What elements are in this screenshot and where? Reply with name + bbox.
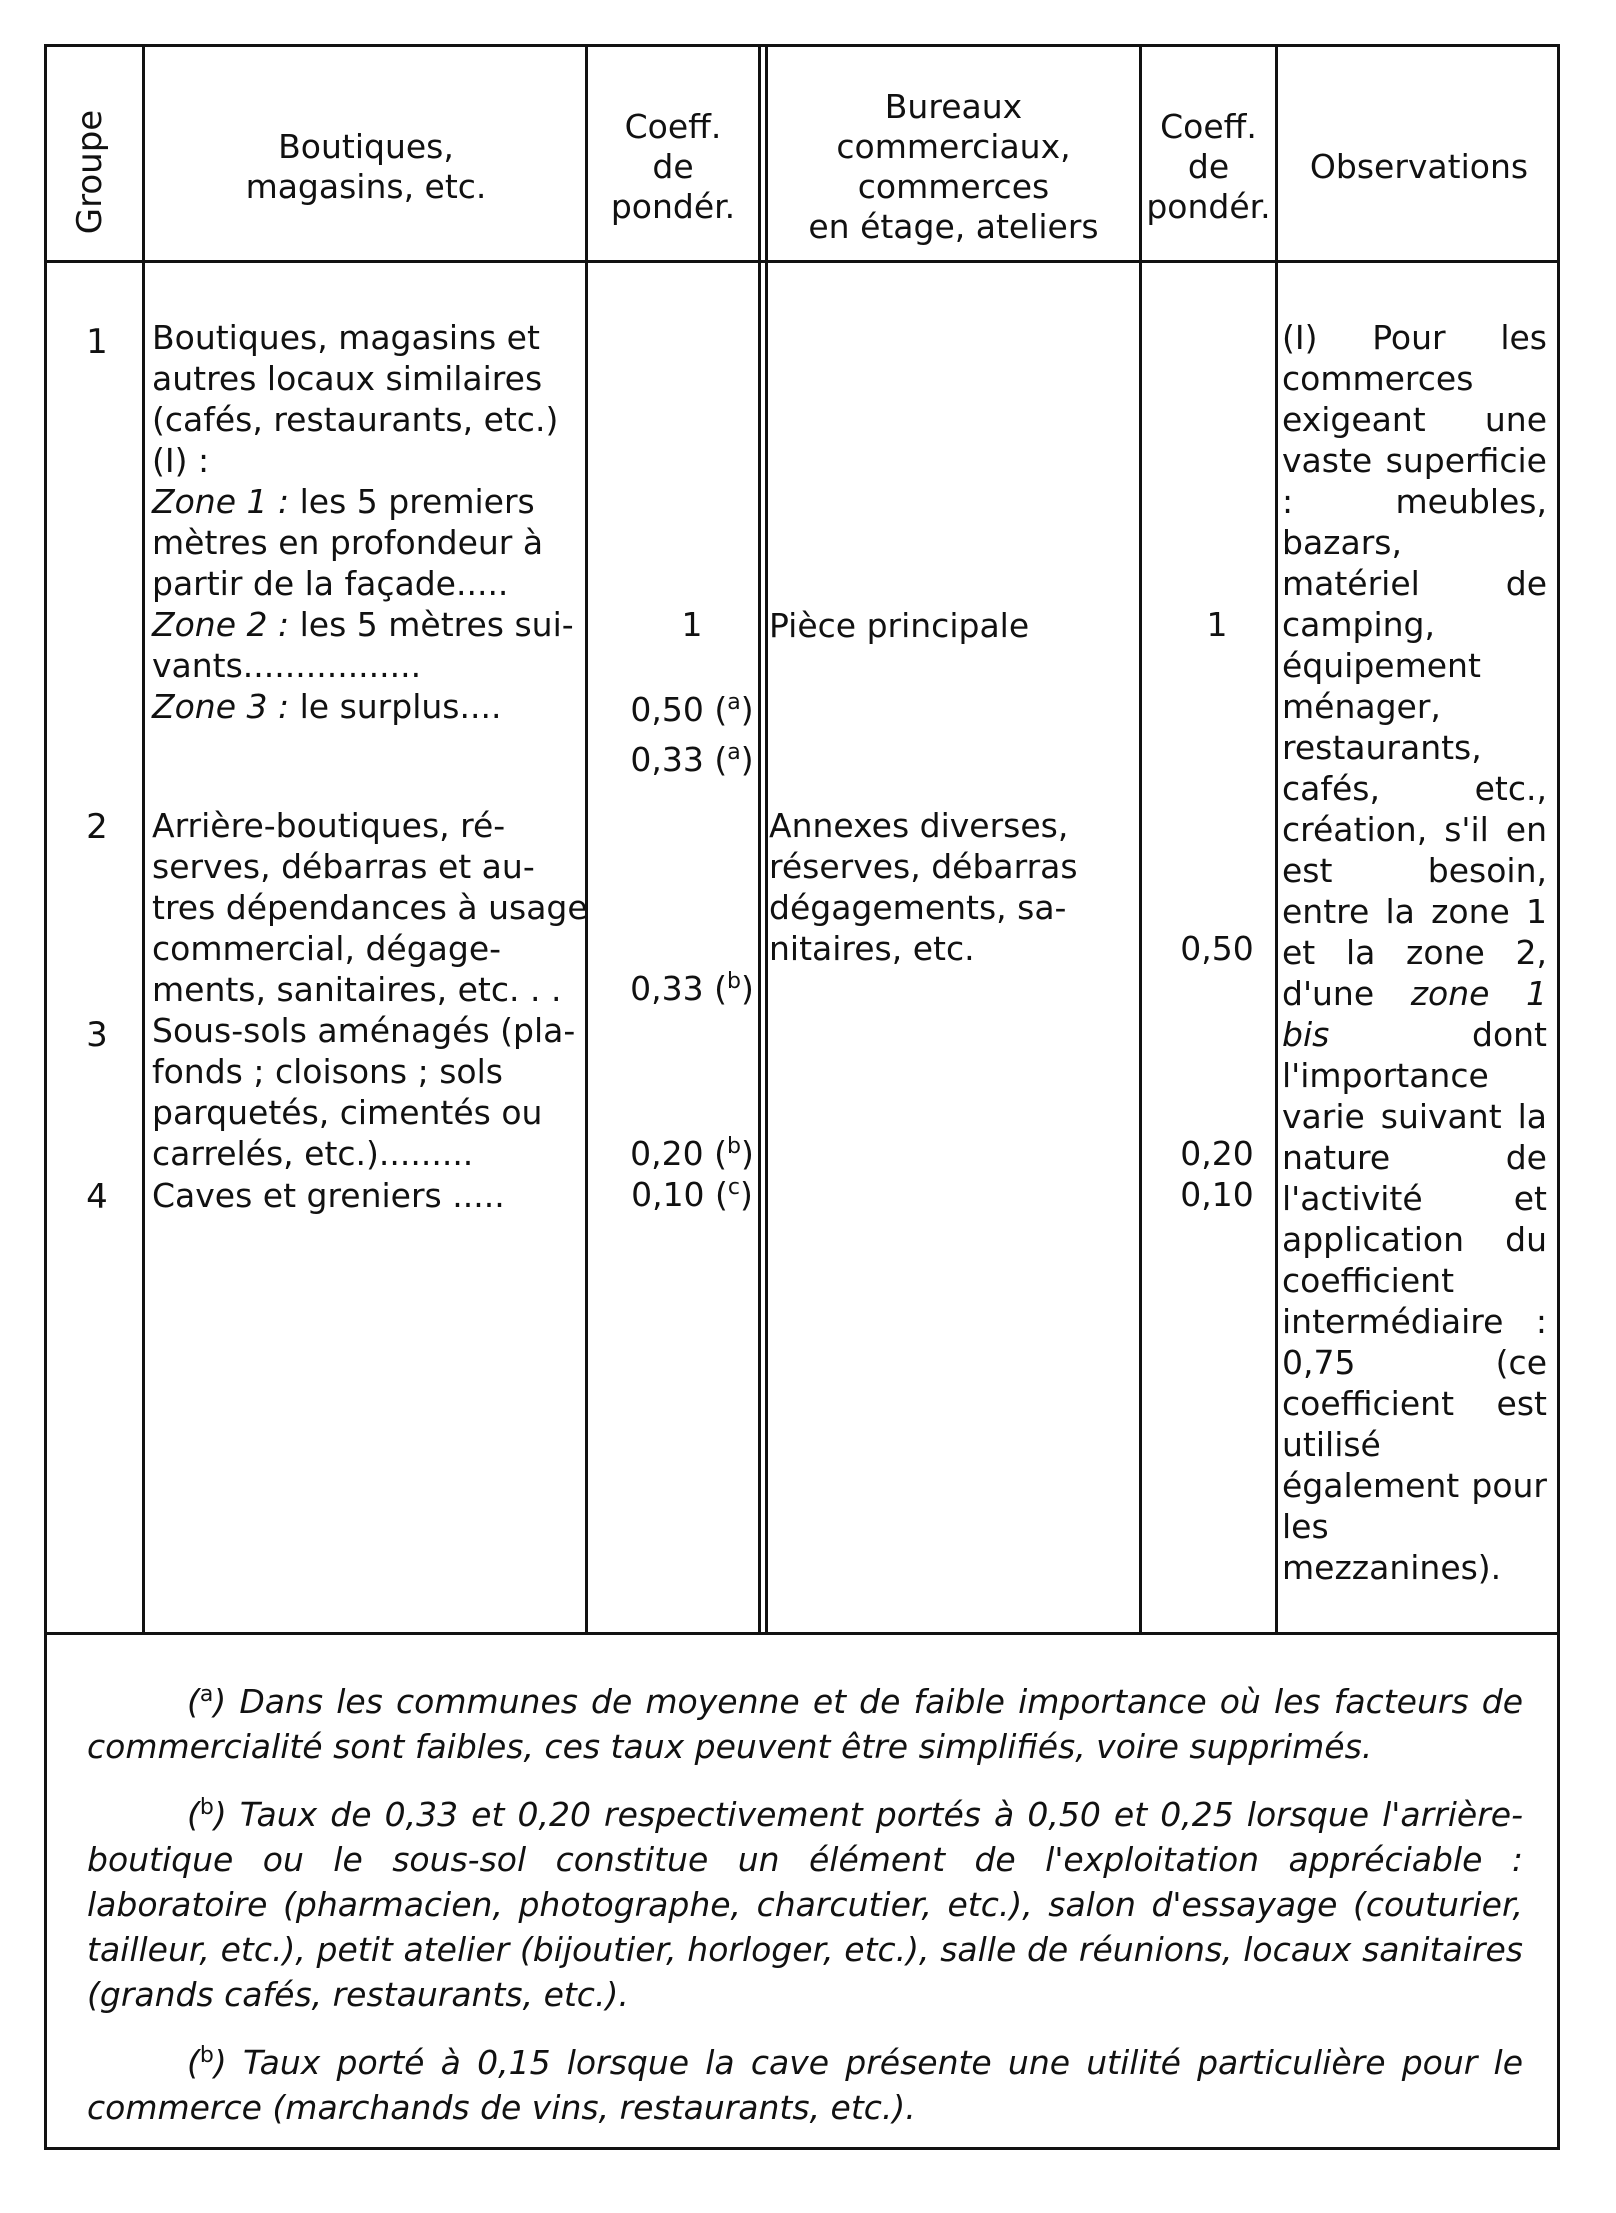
group-number: 3 bbox=[86, 1015, 108, 1055]
header-groupe: Groupe bbox=[70, 109, 110, 235]
group-4-description: Caves et greniers ..... bbox=[152, 1176, 505, 1215]
bureau-annexes: Annexes diverses, réserves, débarras dégagements, sa- nitaires, etc. bbox=[769, 806, 1078, 968]
coef2-zone-1: 1 bbox=[1206, 605, 1228, 644]
footnotes bbox=[87, 1672, 1523, 2146]
zone-label: Zone 2 : bbox=[152, 605, 290, 644]
footnote-a: ($^a$) Dans les communes de moyenne et de faible importance où les facteurs de commercialité sont faibles, ces taux peuvent être simplifiés, voire supprimés. bbox=[87, 1682, 1523, 1766]
coef-group-3: 0,20 ($^b$) bbox=[630, 1134, 754, 1173]
coef2-group-4: 0,10 bbox=[1180, 1175, 1254, 1214]
group-number: 2 bbox=[86, 807, 108, 847]
zone-bis: zone 1 bis bbox=[1282, 974, 1547, 1054]
footnote-c: ($^b$) Taux porté à 0,15 lorsque la cave présente une utilité particulière pour le commerce (marchands de vins, restaurants, etc.). bbox=[87, 2043, 1523, 2127]
header-boutiques: Boutiques, magasins, etc. bbox=[245, 127, 487, 206]
coef2-group-2: 0,50 bbox=[1180, 929, 1254, 968]
header-bureaux: Bureaux commerciaux, commerces en étage, ateliers bbox=[808, 87, 1099, 246]
col-divider bbox=[758, 47, 761, 1632]
header-coeff-2: Coeff. de pondér. bbox=[1146, 107, 1271, 226]
table-frame bbox=[44, 44, 1560, 2150]
header-coeff-1: Coeff. de pondér. bbox=[610, 107, 736, 226]
group-1-description: Boutiques, magasins et autres locaux similaires (cafés, restaurants, etc.) (I) : Zone 1 : les 5 premiers mètres en profondeur à partir de la façade..... Zone 2 : les 5 mètres sui- vants................. Zone 3 : le surplus.... bbox=[152, 318, 574, 726]
coef2-group-3: 0,20 bbox=[1180, 1134, 1254, 1173]
group-number: 1 bbox=[86, 322, 108, 362]
coef-zone-3: 0,33 ($^a$) bbox=[630, 740, 754, 779]
coef-group-2: 0,33 ($^b$) bbox=[630, 969, 754, 1008]
coef-zone-1: 1 bbox=[681, 605, 703, 644]
footnote-b: ($^b$) Taux de 0,33 et 0,20 respectivement portés à 0,50 et 0,25 lorsque l'arrière-boutique ou le sous-sol constitue un élément de l'exploitation appréciable : laboratoire (pharmacien, photographe, charcutier, etc.), salon d'essayage (couturier, tailleur, etc.), petit atelier (bijoutier, horloger, etc.), salle de réunions, locaux sanitaires (grands cafés, restaurants, etc.). bbox=[87, 1795, 1523, 2014]
header-observations: Observations bbox=[1309, 147, 1529, 186]
coef-zone-2: 0,50 ($^a$) bbox=[630, 690, 754, 729]
zone-label: Zone 3 : bbox=[152, 687, 290, 726]
coef-group-4: 0,10 ($^c$) bbox=[631, 1175, 753, 1214]
group-3-description: Sous-sols aménagés (pla- fonds ; cloisons ; sols parquetés, cimentés ou carrelés, etc.)......... bbox=[152, 1011, 576, 1173]
bureau-piece-principale: Pièce principale bbox=[769, 606, 1030, 645]
notes-rule bbox=[47, 1632, 1557, 1635]
group-2-description: Arrière-boutiques, ré- serves, débarras et au- tres dépendances à usage commercial, dégage- ments, sanitaires, etc. . . bbox=[152, 806, 588, 1009]
group-number: 4 bbox=[86, 1177, 108, 1217]
observations-text: (I) Pour les commerces exigeant une vaste superficie : meubles, bazars, matériel de camping, équipement ménager, restaurants, cafés, etc., création, s'il en est besoin, entre la zone 1 et la zone 2, d'une zone 1 bis dont l'importance varie suivant la nature de l'activité et application du coefficient intermédiaire : 0,75 (ce coefficient est utilisé également pour les mezzanines). bbox=[1282, 318, 1547, 1587]
zone-label: Zone 1 : bbox=[152, 482, 290, 521]
